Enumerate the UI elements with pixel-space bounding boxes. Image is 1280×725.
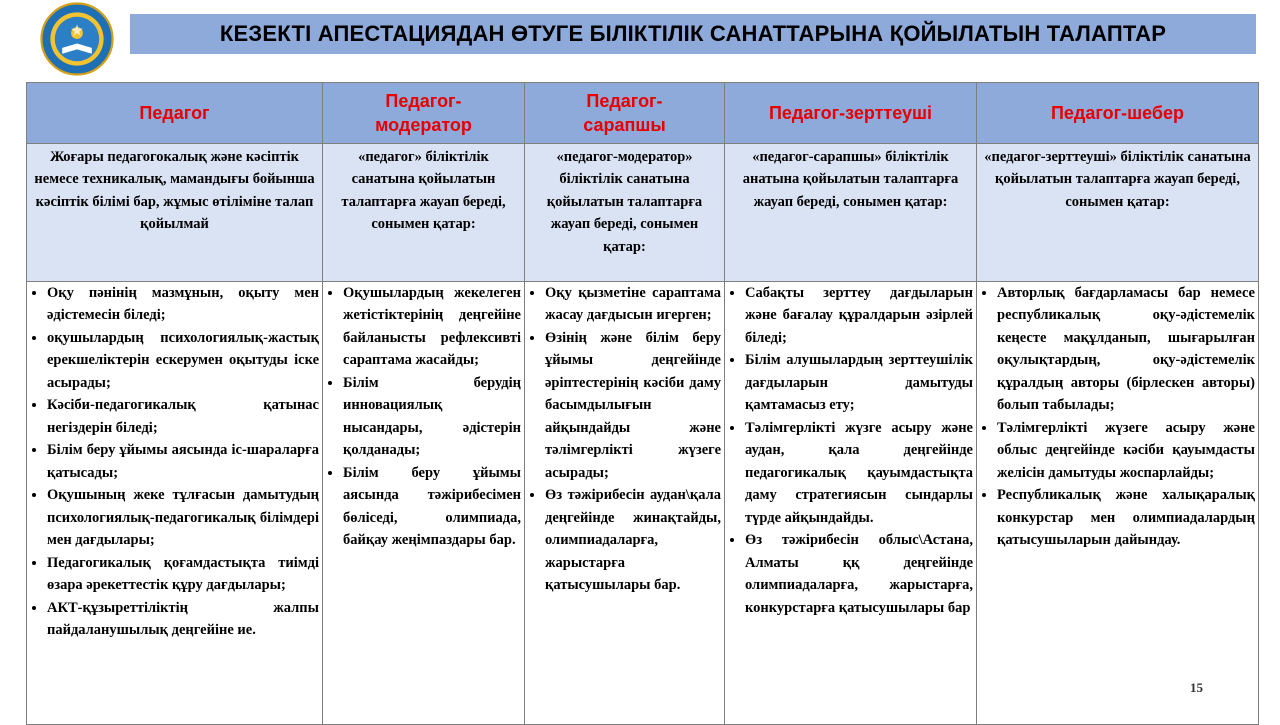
- items-list: [525, 282, 724, 597]
- header-expert: Педагог-сарапшы: [525, 83, 725, 144]
- items-cell-researcher: [725, 282, 977, 725]
- items-list: [27, 282, 322, 642]
- list-item: • Оқу пәнінің мазмұнын, оқыту мен әдістемесін біледі;: [47, 282, 319, 327]
- list-item: • Сабақты зерттеу дағдыларын және бағалау құралдарын әзірлей біледі;: [745, 282, 973, 349]
- header-row: [27, 83, 1259, 144]
- items-row: [27, 282, 1259, 725]
- list-item: • Өз тәжірибесін облыс\Астана, Алматы ққ деңгейінде олимпиадаларға, жарыстарға, конкурстарға қатысушылары бар: [745, 529, 973, 619]
- list-item: • Өзінің және білім беру ұйымы деңгейінде әріптестерінің кәсіби даму басымдылығын айқындайды және тәлімгерлікті жүзеге асырады;: [545, 327, 721, 484]
- list-item: • оқушылардың психологиялық-жастық ерекшеліктерін ескерумен оқытуды іске асырады;: [47, 327, 319, 394]
- requirement-pedagog: Жоғары педагогокалық және кәсіптік немесе техникалық, мамандығы бойынша кәсіптік білімі бар, жұмыс өтіліміне талап қойылмай: [27, 144, 323, 282]
- list-item: • Тәлімгерлікті жүзеге асыру және облыс деңгейінде кәсіби қауымдасты желісін дамытуды жоспарлайды;: [997, 417, 1255, 484]
- list-item: • Тәлімгерлікті жүзге асыру және аудан, қала деңгейінде педагогикалық қауымдастықта даму стратегиясын сындарлы түрде айқындайды.: [745, 417, 973, 529]
- list-item: • Білім алушылардың зерттеушілік дағдыларын дамытуды қамтамасыз ету;: [745, 349, 973, 416]
- list-item: • Оқушының жеке тұлғасын дамытудың психологиялық-педагогикалық білімдері мен дағдылары;: [47, 484, 319, 551]
- list-item: • Авторлық бағдарламасы бар немесе республикалық оқу-әдістемелік кеңесте мақұлданып, шығарылған оқулықтардың, оқу-әдістемелік құралдың авторы (бірлескен авторы) болып табылады;: [997, 282, 1255, 417]
- list-item: • Оқушылардың жекелеген жетістіктерінің деңгейіне байланысты рефлексивті сараптама жасайды;: [343, 282, 521, 372]
- list-item: • Оқу қызметіне сараптама жасау дағдысын игерген;: [545, 282, 721, 327]
- page-number: 15: [1190, 680, 1203, 695]
- title-banner: [130, 14, 1256, 54]
- list-item: • Білім беру ұйымы аясында тәжірибесімен бөліседі, олимпиада, байқау жеңімпаздары бар.: [343, 462, 521, 552]
- items-cell-master: [977, 282, 1259, 725]
- items-cell-moderator: [323, 282, 525, 725]
- items-cell-pedagog: [27, 282, 323, 725]
- list-item: • АКТ-құзыреттіліктің жалпы пайдаланушылық деңгейіне ие.: [47, 597, 319, 642]
- header-pedagog: Педагог: [27, 83, 323, 144]
- items-list: [323, 282, 524, 552]
- list-item: • Педагогикалық қоғамдастықта тиімді өзара әрекеттестік құру дағдылары;: [47, 552, 319, 597]
- items-list: [977, 282, 1258, 552]
- requirements-row: [27, 144, 1259, 282]
- list-item: • Өз тәжірибесін аудан\қала деңгейінде жинақтайды, олимпиадаларға, жарыстарға қатысушылары бар.: [545, 484, 721, 596]
- requirements-table: [26, 82, 1259, 725]
- requirement-expert: «педагог-модератор» біліктілік санатына қойылатын талаптарға жауап береді, сонымен қатар:: [525, 144, 725, 282]
- header-moderator: Педагог-модератор: [323, 83, 525, 144]
- requirement-researcher: «педагог-сарапшы» біліктілік анатына қойылатын талаптарға жауап береді, сонымен қатар:: [725, 144, 977, 282]
- list-item: • Кәсіби-педагогикалық қатынас негіздерін біледі;: [47, 394, 319, 439]
- list-item: • Республикалық және халықаралық конкурстар мен олимпиадалардың қатысушыларын дайындау.: [997, 484, 1255, 551]
- items-list: [725, 282, 976, 619]
- requirement-moderator: «педагог» біліктілік санатына қойылатын талаптарға жауап береді, сонымен қатар:: [323, 144, 525, 282]
- list-item: • Білім беру ұйымы аясында іс-шараларға қатысады;: [47, 439, 319, 484]
- requirement-master: «педагог-зерттеуші» біліктілік санатына қойылатын талаптарға жауап береді, сонымен қатар:: [977, 144, 1259, 282]
- page-title: КЕЗЕКТІ АПЕСТАЦИЯДАН ӨТУГЕ БІЛІКТІЛІК САНАТТАРЫНА ҚОЙЫЛАТЫН ТАЛАПТАР: [219, 21, 1167, 46]
- header-master: Педагог-шебер: [977, 83, 1259, 144]
- list-item: • Білім берудің инновациялық нысандары, әдістерін қолданады;: [343, 372, 521, 462]
- items-cell-expert: [525, 282, 725, 725]
- header-researcher: Педагог-зерттеуші: [725, 83, 977, 144]
- ministry-emblem-icon: [40, 2, 114, 76]
